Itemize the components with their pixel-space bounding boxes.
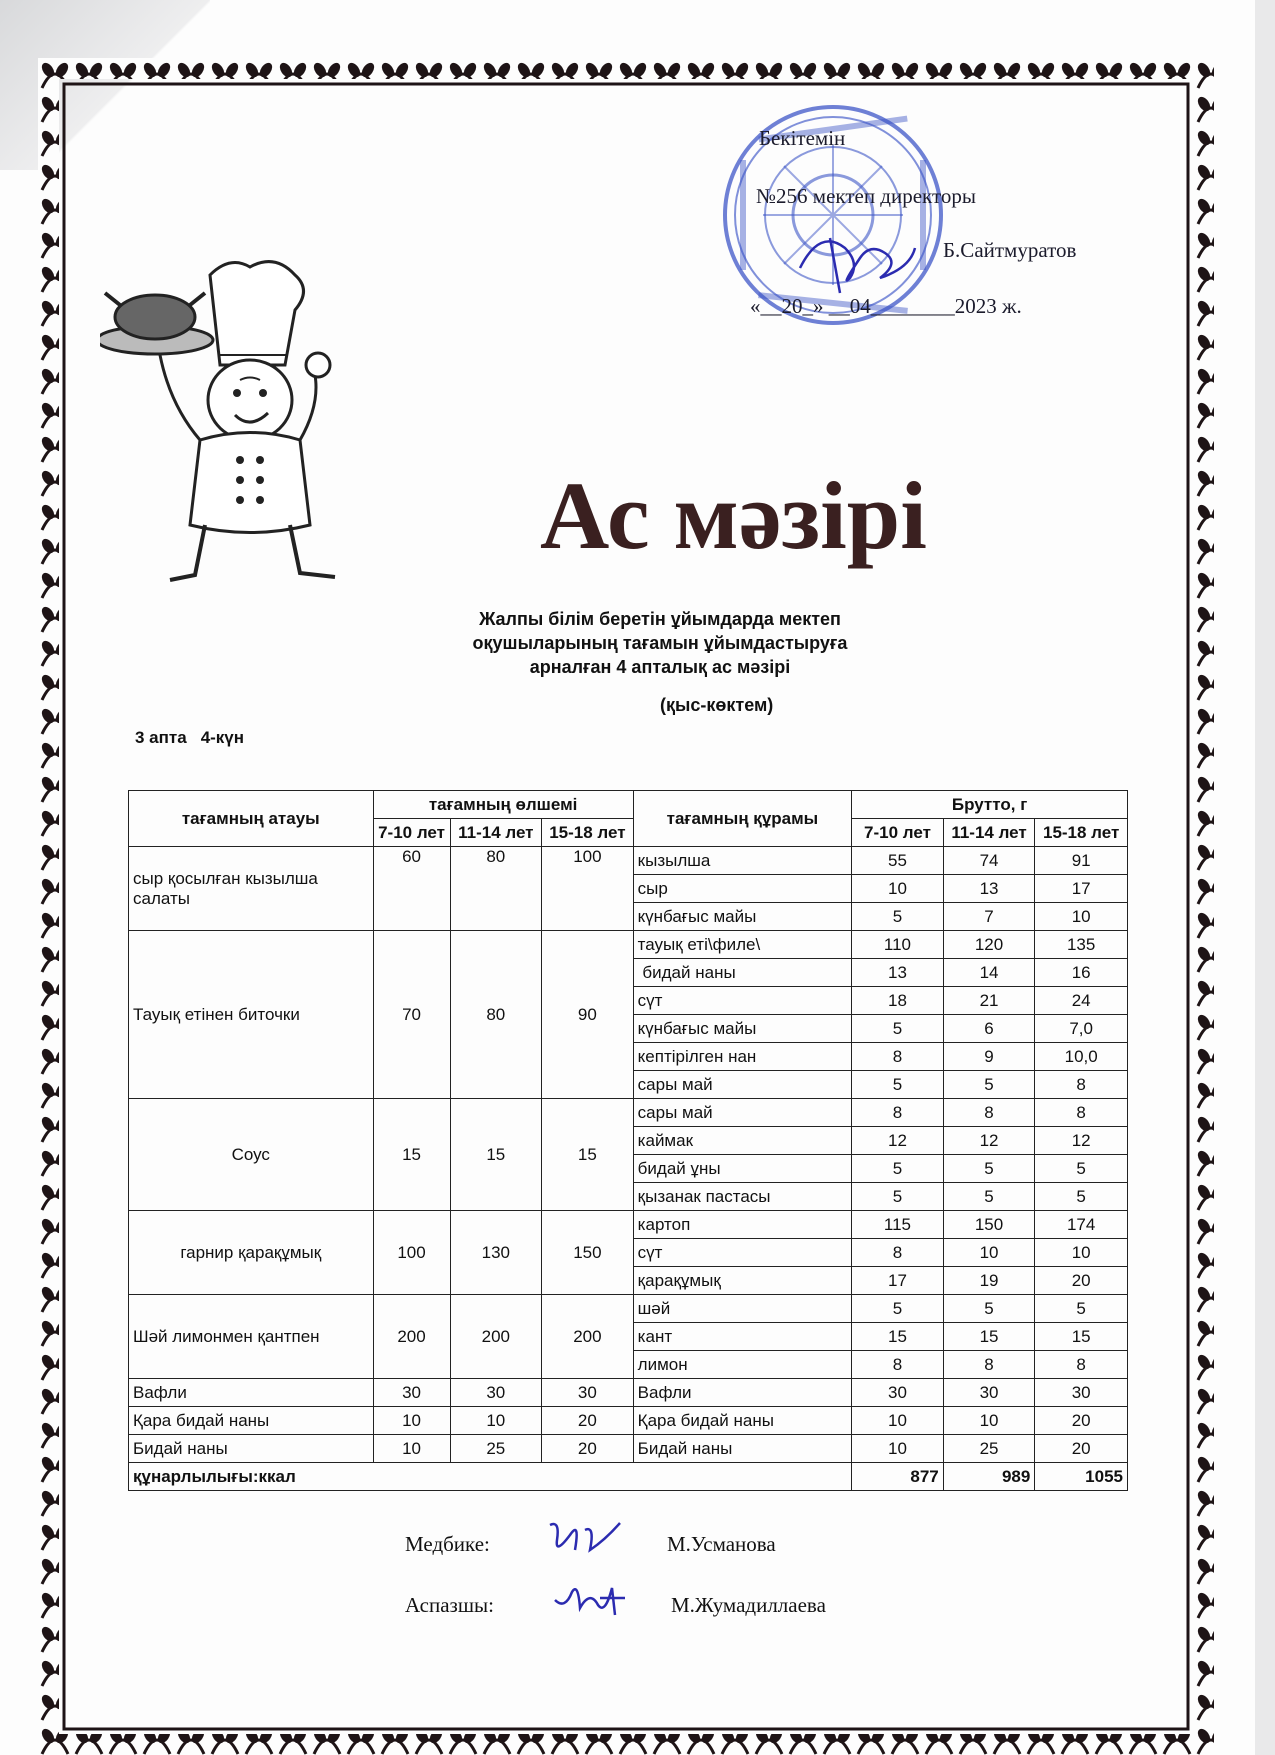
ingredient-cell: Бидай наны: [633, 1435, 852, 1463]
director-signature: [790, 218, 920, 298]
brutto-cell: 5: [1035, 1295, 1128, 1323]
dish-name-cell: гарнир қарақұмық: [129, 1211, 374, 1295]
brutto-cell: 12: [943, 1127, 1035, 1155]
portion-cell: 100: [542, 847, 634, 931]
header-portion-age-7-10: 7-10 лет: [373, 819, 450, 847]
brutto-cell: 15: [943, 1323, 1035, 1351]
table-row: [129, 1295, 1128, 1323]
brutto-cell: 74: [943, 847, 1035, 875]
brutto-cell: 15: [852, 1323, 944, 1351]
portion-cell: 30: [450, 1379, 542, 1407]
brutto-cell: 10: [943, 1239, 1035, 1267]
total-kcal-cell: 989: [943, 1463, 1035, 1491]
brutto-cell: 10,0: [1035, 1043, 1128, 1071]
portion-cell: 20: [542, 1435, 634, 1463]
chef-illustration: [100, 255, 360, 595]
brutto-cell: 7,0: [1035, 1015, 1128, 1043]
brutto-cell: 5: [852, 1015, 944, 1043]
menu-subtitle: [300, 607, 1020, 679]
dish-name-cell: Бидай наны: [129, 1435, 374, 1463]
brutto-cell: 14: [943, 959, 1035, 987]
dish-name-cell: Тауық етінен биточки: [129, 931, 374, 1099]
portion-cell: 10: [373, 1435, 450, 1463]
brutto-cell: 8: [1035, 1099, 1128, 1127]
header-brutto-age-7-10: 7-10 лет: [852, 819, 944, 847]
brutto-cell: 30: [1035, 1379, 1128, 1407]
brutto-cell: 6: [943, 1015, 1035, 1043]
brutto-cell: 5: [852, 1071, 944, 1099]
ingredient-cell: картоп: [633, 1211, 852, 1239]
brutto-cell: 8: [943, 1099, 1035, 1127]
brutto-cell: 10: [852, 1407, 944, 1435]
brutto-cell: 12: [1035, 1127, 1128, 1155]
approval-line-director: №256 мектеп директоры: [756, 184, 976, 208]
brutto-cell: 10: [1035, 903, 1128, 931]
dish-name-cell: Шәй лимонмен қантпен: [129, 1295, 374, 1379]
menu-table: [128, 790, 1128, 1491]
portion-cell: 30: [373, 1379, 450, 1407]
portion-cell: 100: [373, 1211, 450, 1295]
day-label: 4-күн: [200, 728, 245, 747]
dish-name-cell: Соус: [129, 1099, 374, 1211]
table-header-row: [129, 791, 1128, 819]
total-label: құнарлылығы:ккал: [129, 1463, 852, 1491]
approval-line-name: Б.Сайтмуратов: [943, 238, 1077, 262]
portion-cell: 150: [542, 1211, 634, 1295]
ingredient-cell: қарақұмық: [633, 1267, 852, 1295]
brutto-cell: 120: [943, 931, 1035, 959]
header-dish-name: тағамның атауы: [129, 791, 374, 847]
ingredient-cell: каймак: [633, 1127, 852, 1155]
brutto-cell: 5: [852, 903, 944, 931]
ingredient-cell: сыр: [633, 875, 852, 903]
brutto-cell: 5: [943, 1155, 1035, 1183]
brutto-cell: 5: [1035, 1155, 1128, 1183]
header-portion-age-11-14: 11-14 лет: [450, 819, 542, 847]
ingredient-cell: Қара бидай наны: [633, 1407, 852, 1435]
brutto-cell: 8: [852, 1239, 944, 1267]
approval-line-approve: Бекітемін: [759, 126, 846, 150]
brutto-cell: 30: [852, 1379, 944, 1407]
table-row: [129, 931, 1128, 959]
header-portion: тағамның өлшемі: [373, 791, 633, 819]
brutto-cell: 5: [943, 1071, 1035, 1099]
brutto-cell: 20: [1035, 1435, 1128, 1463]
total-kcal-cell: 877: [852, 1463, 944, 1491]
ingredient-cell: лимон: [633, 1351, 852, 1379]
portion-cell: 200: [373, 1295, 450, 1379]
page-title: Ас мәзірі: [540, 462, 927, 569]
brutto-cell: 17: [852, 1267, 944, 1295]
brutto-cell: 20: [1035, 1267, 1128, 1295]
portion-cell: 10: [373, 1407, 450, 1435]
table-row: [129, 1099, 1128, 1127]
brutto-cell: 8: [943, 1351, 1035, 1379]
header-composition: тағамның құрамы: [633, 791, 852, 847]
brutto-cell: 5: [852, 1183, 944, 1211]
brutto-cell: 10: [852, 875, 944, 903]
brutto-cell: 8: [1035, 1351, 1128, 1379]
nurse-signature: [545, 1515, 625, 1560]
portion-cell: 70: [373, 931, 450, 1099]
header-brutto-age-11-14: 11-14 лет: [943, 819, 1035, 847]
portion-cell: 15: [373, 1099, 450, 1211]
brutto-cell: 10: [1035, 1239, 1128, 1267]
week-day-label: [135, 728, 258, 748]
ingredient-cell: күнбағыс майы: [633, 903, 852, 931]
table-row: [129, 847, 1128, 875]
portion-cell: 60: [373, 847, 450, 931]
portion-cell: 90: [542, 931, 634, 1099]
table-row: [129, 1435, 1128, 1463]
portion-cell: 200: [542, 1295, 634, 1379]
subtitle-line-1: Жалпы білім беретін ұйымдарда мектеп: [479, 609, 841, 629]
ingredient-cell: сүт: [633, 1239, 852, 1267]
brutto-cell: 19: [943, 1267, 1035, 1295]
table-row: [129, 1211, 1128, 1239]
brutto-cell: 15: [1035, 1323, 1128, 1351]
ingredient-cell: тауық еті\филе\: [633, 931, 852, 959]
brutto-cell: 174: [1035, 1211, 1128, 1239]
ingredient-cell: сары май: [633, 1099, 852, 1127]
brutto-cell: 13: [943, 875, 1035, 903]
brutto-cell: 8: [852, 1043, 944, 1071]
header-brutto: Брутто, г: [852, 791, 1128, 819]
total-kcal-cell: 1055: [1035, 1463, 1128, 1491]
brutto-cell: 5: [852, 1155, 944, 1183]
nurse-name: М.Усманова: [667, 1532, 776, 1556]
brutto-cell: 5: [943, 1295, 1035, 1323]
approval-line-date: «__20_» __04________2023 ж.: [750, 294, 1022, 318]
brutto-cell: 10: [943, 1407, 1035, 1435]
subtitle-line-3: арналған 4 апталық ас мәзірі: [529, 657, 791, 677]
brutto-cell: 13: [852, 959, 944, 987]
brutto-cell: 16: [1035, 959, 1128, 987]
brutto-cell: 8: [852, 1351, 944, 1379]
cook-signature: [550, 1580, 630, 1620]
cook-role: Аспазшы:: [405, 1593, 494, 1617]
portion-cell: 200: [450, 1295, 542, 1379]
portion-cell: 20: [542, 1407, 634, 1435]
ingredient-cell: кептірілген нан: [633, 1043, 852, 1071]
brutto-cell: 24: [1035, 987, 1128, 1015]
dish-name-cell: Вафли: [129, 1379, 374, 1407]
ingredient-cell: күнбағыс майы: [633, 1015, 852, 1043]
cook-name: М.Жумадиллаева: [671, 1593, 826, 1617]
portion-cell: 15: [450, 1099, 542, 1211]
brutto-cell: 5: [1035, 1183, 1128, 1211]
brutto-cell: 7: [943, 903, 1035, 931]
ingredient-cell: бидай наны: [633, 959, 852, 987]
ingredient-cell: кызылша: [633, 847, 852, 875]
brutto-cell: 10: [852, 1435, 944, 1463]
portion-cell: 80: [450, 847, 542, 931]
brutto-cell: 12: [852, 1127, 944, 1155]
brutto-cell: 8: [852, 1099, 944, 1127]
brutto-cell: 30: [943, 1379, 1035, 1407]
brutto-cell: 9: [943, 1043, 1035, 1071]
ingredient-cell: Вафли: [633, 1379, 852, 1407]
portion-cell: 10: [450, 1407, 542, 1435]
menu-table-body: [129, 847, 1128, 1491]
ingredient-cell: шәй: [633, 1295, 852, 1323]
brutto-cell: 5: [852, 1295, 944, 1323]
table-row: [129, 1379, 1128, 1407]
table-row: [129, 1407, 1128, 1435]
ingredient-cell: бидай ұны: [633, 1155, 852, 1183]
brutto-cell: 17: [1035, 875, 1128, 903]
ingredient-cell: сары май: [633, 1071, 852, 1099]
brutto-cell: 135: [1035, 931, 1128, 959]
portion-cell: 15: [542, 1099, 634, 1211]
brutto-cell: 18: [852, 987, 944, 1015]
brutto-cell: 115: [852, 1211, 944, 1239]
dish-name-cell: Қара бидай наны: [129, 1407, 374, 1435]
portion-cell: 25: [450, 1435, 542, 1463]
portion-cell: 30: [542, 1379, 634, 1407]
ingredient-cell: қызанак пастасы: [633, 1183, 852, 1211]
subtitle-line-2: оқушыларының тағамын ұйымдастыруға: [472, 633, 848, 653]
brutto-cell: 150: [943, 1211, 1035, 1239]
brutto-cell: 25: [943, 1435, 1035, 1463]
brutto-cell: 91: [1035, 847, 1128, 875]
brutto-cell: 55: [852, 847, 944, 875]
portion-cell: 80: [450, 931, 542, 1099]
season-label: (қыс-көктем): [660, 695, 774, 715]
brutto-cell: 5: [943, 1183, 1035, 1211]
portion-cell: 130: [450, 1211, 542, 1295]
total-row: [129, 1463, 1128, 1491]
ingredient-cell: сүт: [633, 987, 852, 1015]
brutto-cell: 110: [852, 931, 944, 959]
nurse-role: Медбике:: [405, 1532, 490, 1556]
ingredient-cell: кант: [633, 1323, 852, 1351]
brutto-cell: 21: [943, 987, 1035, 1015]
week-label: 3 апта: [135, 728, 187, 747]
header-brutto-age-15-18: 15-18 лет: [1035, 819, 1128, 847]
header-portion-age-15-18: 15-18 лет: [542, 819, 634, 847]
brutto-cell: 8: [1035, 1071, 1128, 1099]
dish-name-cell: сыр қосылған кызылша салаты: [129, 847, 374, 931]
brutto-cell: 20: [1035, 1407, 1128, 1435]
